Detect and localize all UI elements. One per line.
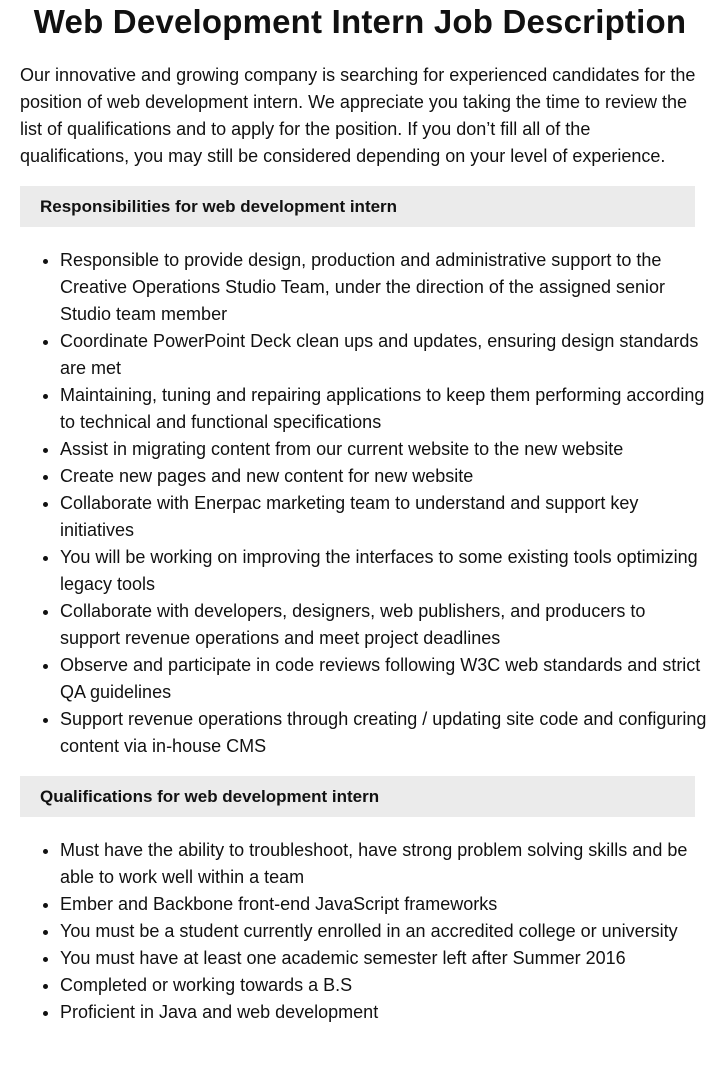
responsibilities-list [0, 247, 720, 760]
list-item: • Collaborate with developers, designers, web publishers, and producers to support revenue operations and meet project deadlines [60, 598, 720, 652]
qualifications-list [0, 837, 720, 1026]
list-item: • Must have the ability to troubleshoot, have strong problem solving skills and be able to work well within a team [60, 837, 720, 891]
list-item: • Collaborate with Enerpac marketing team to understand and support key initiatives [60, 490, 720, 544]
list-item: • You will be working on improving the interfaces to some existing tools optimizing legacy tools [60, 544, 720, 598]
list-item: • You must have at least one academic semester left after Summer 2016 [60, 945, 720, 972]
list-item: • Responsible to provide design, production and administrative support to the Creative Operations Studio Team, under the direction of the assigned senior Studio team member [60, 247, 720, 328]
responsibilities-heading: Responsibilities for web development intern [20, 186, 695, 227]
list-item: • Create new pages and new content for new website [60, 463, 720, 490]
intro-paragraph: Our innovative and growing company is searching for experienced candidates for the position of web development intern. We appreciate you taking the time to review the list of qualifications and to apply for the position. If you don’t fill all of the qualifications, you may still be considered depending on your level of experience. [20, 65, 696, 166]
page-title: Web Development Intern Job Description [33, 3, 687, 40]
list-item: • Assist in migrating content from our current website to the new website [60, 436, 720, 463]
list-item: • Support revenue operations through creating / updating site code and configuring content via in-house CMS [60, 706, 720, 760]
list-item: • Maintaining, tuning and repairing applications to keep them performing according to technical and functional specifications [60, 382, 720, 436]
qualifications-heading: Qualifications for web development intern [20, 776, 695, 817]
list-item: • You must be a student currently enrolled in an accredited college or university [60, 918, 720, 945]
list-item: • Proficient in Java and web development [60, 999, 720, 1026]
list-item: • Ember and Backbone front-end JavaScript frameworks [60, 891, 720, 918]
list-item: • Completed or working towards a B.S [60, 972, 720, 999]
list-item: • Coordinate PowerPoint Deck clean ups and updates, ensuring design standards are met [60, 328, 720, 382]
list-item: • Observe and participate in code reviews following W3C web standards and strict QA guidelines [60, 652, 720, 706]
